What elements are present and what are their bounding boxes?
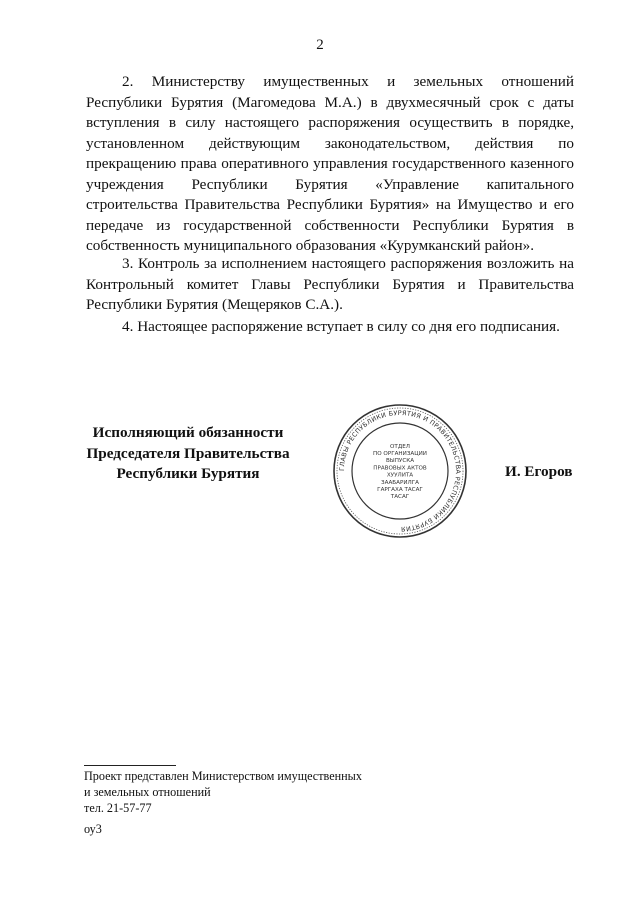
seal-center-line: ПРАВОВЫХ АКТОВ [373,465,427,472]
document-code: оу3 [84,822,102,836]
signer-title [78,423,298,485]
seal-ring-text: ГЛАВЫ РЕСПУБЛИКИ БУРЯТИЯ И ПРАВИТЕЛЬСТВА РЕСПУБЛИКИ БУРЯТИЯ [337,408,463,534]
footnote [84,768,362,817]
seal-center-line: ВЫПУСКА [385,458,415,465]
seal-center-line: ХУУЛИТА [386,472,414,479]
signer-title-line-2: Председателя Правительства [86,444,290,462]
seal-center-line: ПО ОРГАНИЗАЦИИ [373,451,427,457]
seal-center-line: ГАРГАХА ТАСАГ [377,487,423,493]
signer-title-line-3: Республики Бурятия [116,465,260,482]
paragraph-3: 3. Контроль за исполнением настоящего распоряжения возложить на Контрольный комитет Главы Республики Бурятия и Правительства Республики Бурятия (Мещеряков С.А.). [86,255,574,313]
paragraph-4: 4. Настоящее распоряжение вступает в силу со дня его подписания. [122,318,560,335]
footnote-line-2: и земельных отношений [84,785,211,800]
seal-center-line: ОТДЕЛ [390,443,410,450]
seal-center-line: ЗААБАРИЛГА [381,479,419,486]
paragraph-2: 2. Министерству имущественных и земельных отношений Республики Бурятия (Магомедова М.А.) в двухмесячный срок с даты вступления в силу настоящего распоряжения осуществить в порядке, установленном действующим законодательством, действия по прекращению права оперативного управления государственного казенного учреждения Республики Бурятия «Управление капитального строительства Правительства Республики Бурятия» на Имущество и его передаче из государственной собственности Республики Бурятия в собственность муниципального образования «Курумканский район». [86,73,574,254]
signer-title-line-1: Исполняющий обязанности [92,424,284,441]
footnote-phone: тел. 21-57-77 [84,801,152,816]
seal-center-line: ТАСАГ [390,494,410,501]
official-seal [331,402,469,540]
page-number: 2 [316,37,324,53]
footnote-line-1: Проект представлен Министерством имущественных [84,769,362,783]
footnote-divider [84,765,176,766]
signer-name: И. Егоров [505,463,573,480]
